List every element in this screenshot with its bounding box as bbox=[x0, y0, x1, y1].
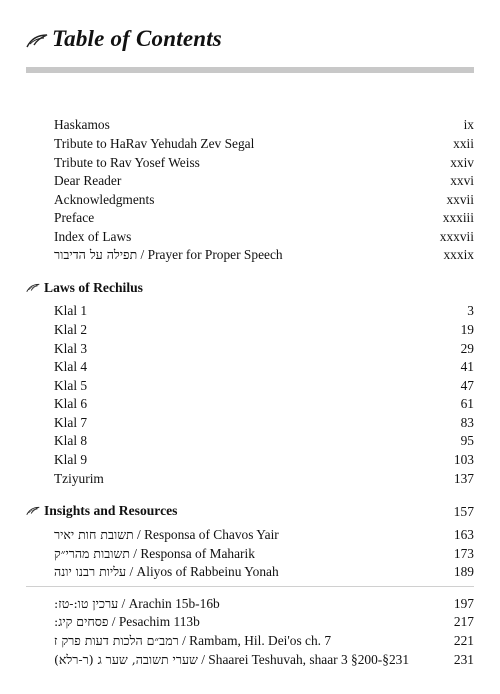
section-laws-of-rechilus[interactable] bbox=[26, 278, 474, 297]
toc-entry-tziyurim[interactable] bbox=[54, 469, 474, 488]
toc-entry-klal-2[interactable] bbox=[54, 320, 474, 339]
toc-entry-label bbox=[54, 544, 255, 563]
toc-entry-page: 221 bbox=[453, 633, 474, 648]
toc-entry-acknowledgments[interactable] bbox=[54, 190, 474, 209]
toc-entry-klal-5[interactable] bbox=[54, 376, 474, 395]
toc-entry-label: Klal 8 bbox=[54, 433, 88, 448]
toc-entry-label: Klal 1 bbox=[54, 303, 88, 318]
toc-entry-haskamos[interactable] bbox=[54, 115, 474, 134]
toc-entry-page: 19 bbox=[460, 322, 474, 337]
toc-entry-english-label: / Prayer for Proper Speech bbox=[137, 247, 283, 262]
toc-entry-hebrew-label: עליות רבנו יונה bbox=[54, 564, 127, 579]
toc-entry-english-label: / Arachin 15b-16b bbox=[118, 596, 220, 611]
toc-entry-page: xxii bbox=[453, 136, 474, 151]
quill-ornament-icon bbox=[26, 33, 48, 49]
toc-entry-page: xxvii bbox=[446, 192, 474, 207]
title-rule bbox=[26, 67, 474, 73]
toc-entry-label: Acknowledgments bbox=[54, 192, 155, 207]
toc-entry-hebrew-label: ערכין טו:-טז: bbox=[54, 596, 119, 611]
page-header bbox=[26, 26, 222, 52]
toc-entry-label bbox=[54, 525, 279, 544]
toc-entry-page: 163 bbox=[453, 527, 474, 542]
toc-entry-page: xxiv bbox=[450, 155, 474, 170]
toc-entry-hebrew-label: רמב״ם הלכות דעות פרק ז bbox=[54, 633, 179, 648]
toc-entry-label: Dear Reader bbox=[54, 173, 122, 188]
quill-ornament-icon bbox=[26, 506, 40, 516]
toc-entry-maharik[interactable] bbox=[54, 544, 474, 563]
toc-entry-label bbox=[54, 631, 331, 650]
toc-entry-klal-8[interactable] bbox=[54, 431, 474, 450]
toc-entry-hebrew-label: שערי תשובה, שער ג (ר-רלא) bbox=[54, 652, 198, 667]
toc-entry-preface[interactable] bbox=[54, 208, 474, 227]
toc-entry-pesachim[interactable] bbox=[54, 612, 474, 631]
toc-entry-english-label: / Responsa of Chavos Yair bbox=[133, 527, 279, 542]
toc-entry-arachin[interactable] bbox=[54, 594, 474, 613]
toc-entry-page: xxxiii bbox=[442, 210, 474, 225]
toc-entry-label: Klal 6 bbox=[54, 396, 88, 411]
section-insights-and-resources[interactable] bbox=[26, 501, 474, 520]
toc-entry-tribute-segal[interactable] bbox=[54, 134, 474, 153]
toc-entry-label: Klal 2 bbox=[54, 322, 88, 337]
toc-entry-page: xxxix bbox=[443, 247, 474, 262]
toc-entry-tribute-weiss[interactable] bbox=[54, 153, 474, 172]
toc-entry-page: 173 bbox=[453, 546, 474, 561]
section-title: Insights and Resources bbox=[44, 503, 178, 518]
toc-entry-page: xxxvii bbox=[439, 229, 474, 244]
toc-entry-label: Tribute to Rav Yosef Weiss bbox=[54, 155, 200, 170]
toc-entry-page: 41 bbox=[460, 359, 474, 374]
toc-entry-label bbox=[54, 245, 283, 264]
toc-entry-english-label: / Shaarei Teshuvah, shaar 3 §200-§231 bbox=[197, 652, 410, 667]
toc-entry-label: Klal 9 bbox=[54, 452, 88, 467]
toc-entry-hebrew-label: תשובות מהרי״ק bbox=[54, 546, 130, 561]
toc-entry-dear-reader[interactable] bbox=[54, 171, 474, 190]
toc-entry-english-label: / Rambam, Hil. Dei'os ch. 7 bbox=[178, 633, 332, 648]
toc-entry-klal-1[interactable] bbox=[54, 301, 474, 320]
page-title: Table of Contents bbox=[52, 26, 222, 51]
toc-entry-page: 197 bbox=[453, 596, 474, 611]
toc-entry-page: 103 bbox=[453, 452, 474, 467]
toc-entry-label: Haskamos bbox=[54, 117, 110, 132]
toc-entry-label: Klal 7 bbox=[54, 415, 88, 430]
toc-entry-aliyos-rabbeinu-yonah[interactable] bbox=[54, 562, 474, 581]
section-divider bbox=[26, 586, 474, 587]
toc-entry-chavos-yair[interactable] bbox=[54, 525, 474, 544]
toc-entry-label bbox=[54, 650, 409, 669]
toc-entry-page: 61 bbox=[460, 396, 474, 411]
toc-entry-label bbox=[54, 594, 220, 613]
toc-entry-klal-9[interactable] bbox=[54, 450, 474, 469]
toc-entry-page: 231 bbox=[453, 652, 474, 667]
toc-entry-index-of-laws[interactable] bbox=[54, 227, 474, 246]
toc-entry-label bbox=[54, 612, 200, 631]
toc-entry-page: 3 bbox=[467, 303, 474, 318]
toc-entry-label: Klal 4 bbox=[54, 359, 88, 374]
quill-ornament-icon bbox=[26, 283, 40, 293]
toc-entry-klal-3[interactable] bbox=[54, 339, 474, 358]
toc-entry-klal-6[interactable] bbox=[54, 394, 474, 413]
toc-entry-klal-4[interactable] bbox=[54, 357, 474, 376]
toc-entry-english-label: / Pesachim 113b bbox=[108, 614, 200, 629]
toc-entry-shaarei-teshuvah[interactable] bbox=[54, 650, 474, 669]
section-page: 157 bbox=[453, 503, 474, 519]
toc-entry-page: 189 bbox=[453, 564, 474, 579]
toc-entry-page: 217 bbox=[453, 614, 474, 629]
toc-entry-label: Klal 3 bbox=[54, 341, 88, 356]
toc-entry-label: Preface bbox=[54, 210, 95, 225]
toc-entry-page: 29 bbox=[460, 341, 474, 356]
toc-entry-klal-7[interactable] bbox=[54, 413, 474, 432]
toc-entry-label bbox=[54, 562, 279, 581]
toc-entry-page: ix bbox=[463, 117, 474, 132]
toc-entry-page: 95 bbox=[460, 433, 474, 448]
toc-entry-rambam[interactable] bbox=[54, 631, 474, 650]
toc-entry-page: 137 bbox=[453, 471, 474, 486]
toc-entry-label: Tziyurim bbox=[54, 471, 104, 486]
section-title: Laws of Rechilus bbox=[44, 280, 143, 295]
toc-entry-label: Tribute to HaRav Yehudah Zev Segal bbox=[54, 136, 255, 151]
toc-entry-label: Klal 5 bbox=[54, 378, 88, 393]
toc-entry-label: Index of Laws bbox=[54, 229, 132, 244]
toc-entry-page: xxvi bbox=[450, 173, 474, 188]
toc-entry-page: 83 bbox=[460, 415, 474, 430]
toc-entry-english-label: / Responsa of Maharik bbox=[129, 546, 255, 561]
toc-entry-hebrew-label: תשובת חות יאיר bbox=[54, 527, 134, 542]
toc-entry-english-label: / Aliyos of Rabbeinu Yonah bbox=[126, 564, 279, 579]
toc-entry-page: 47 bbox=[460, 378, 474, 393]
toc-entry-hebrew-label: פסחים קיג: bbox=[54, 614, 109, 629]
toc-entry-hebrew-label: תפילה על הדיבור bbox=[54, 247, 138, 262]
toc-entry-prayer[interactable] bbox=[54, 245, 474, 264]
